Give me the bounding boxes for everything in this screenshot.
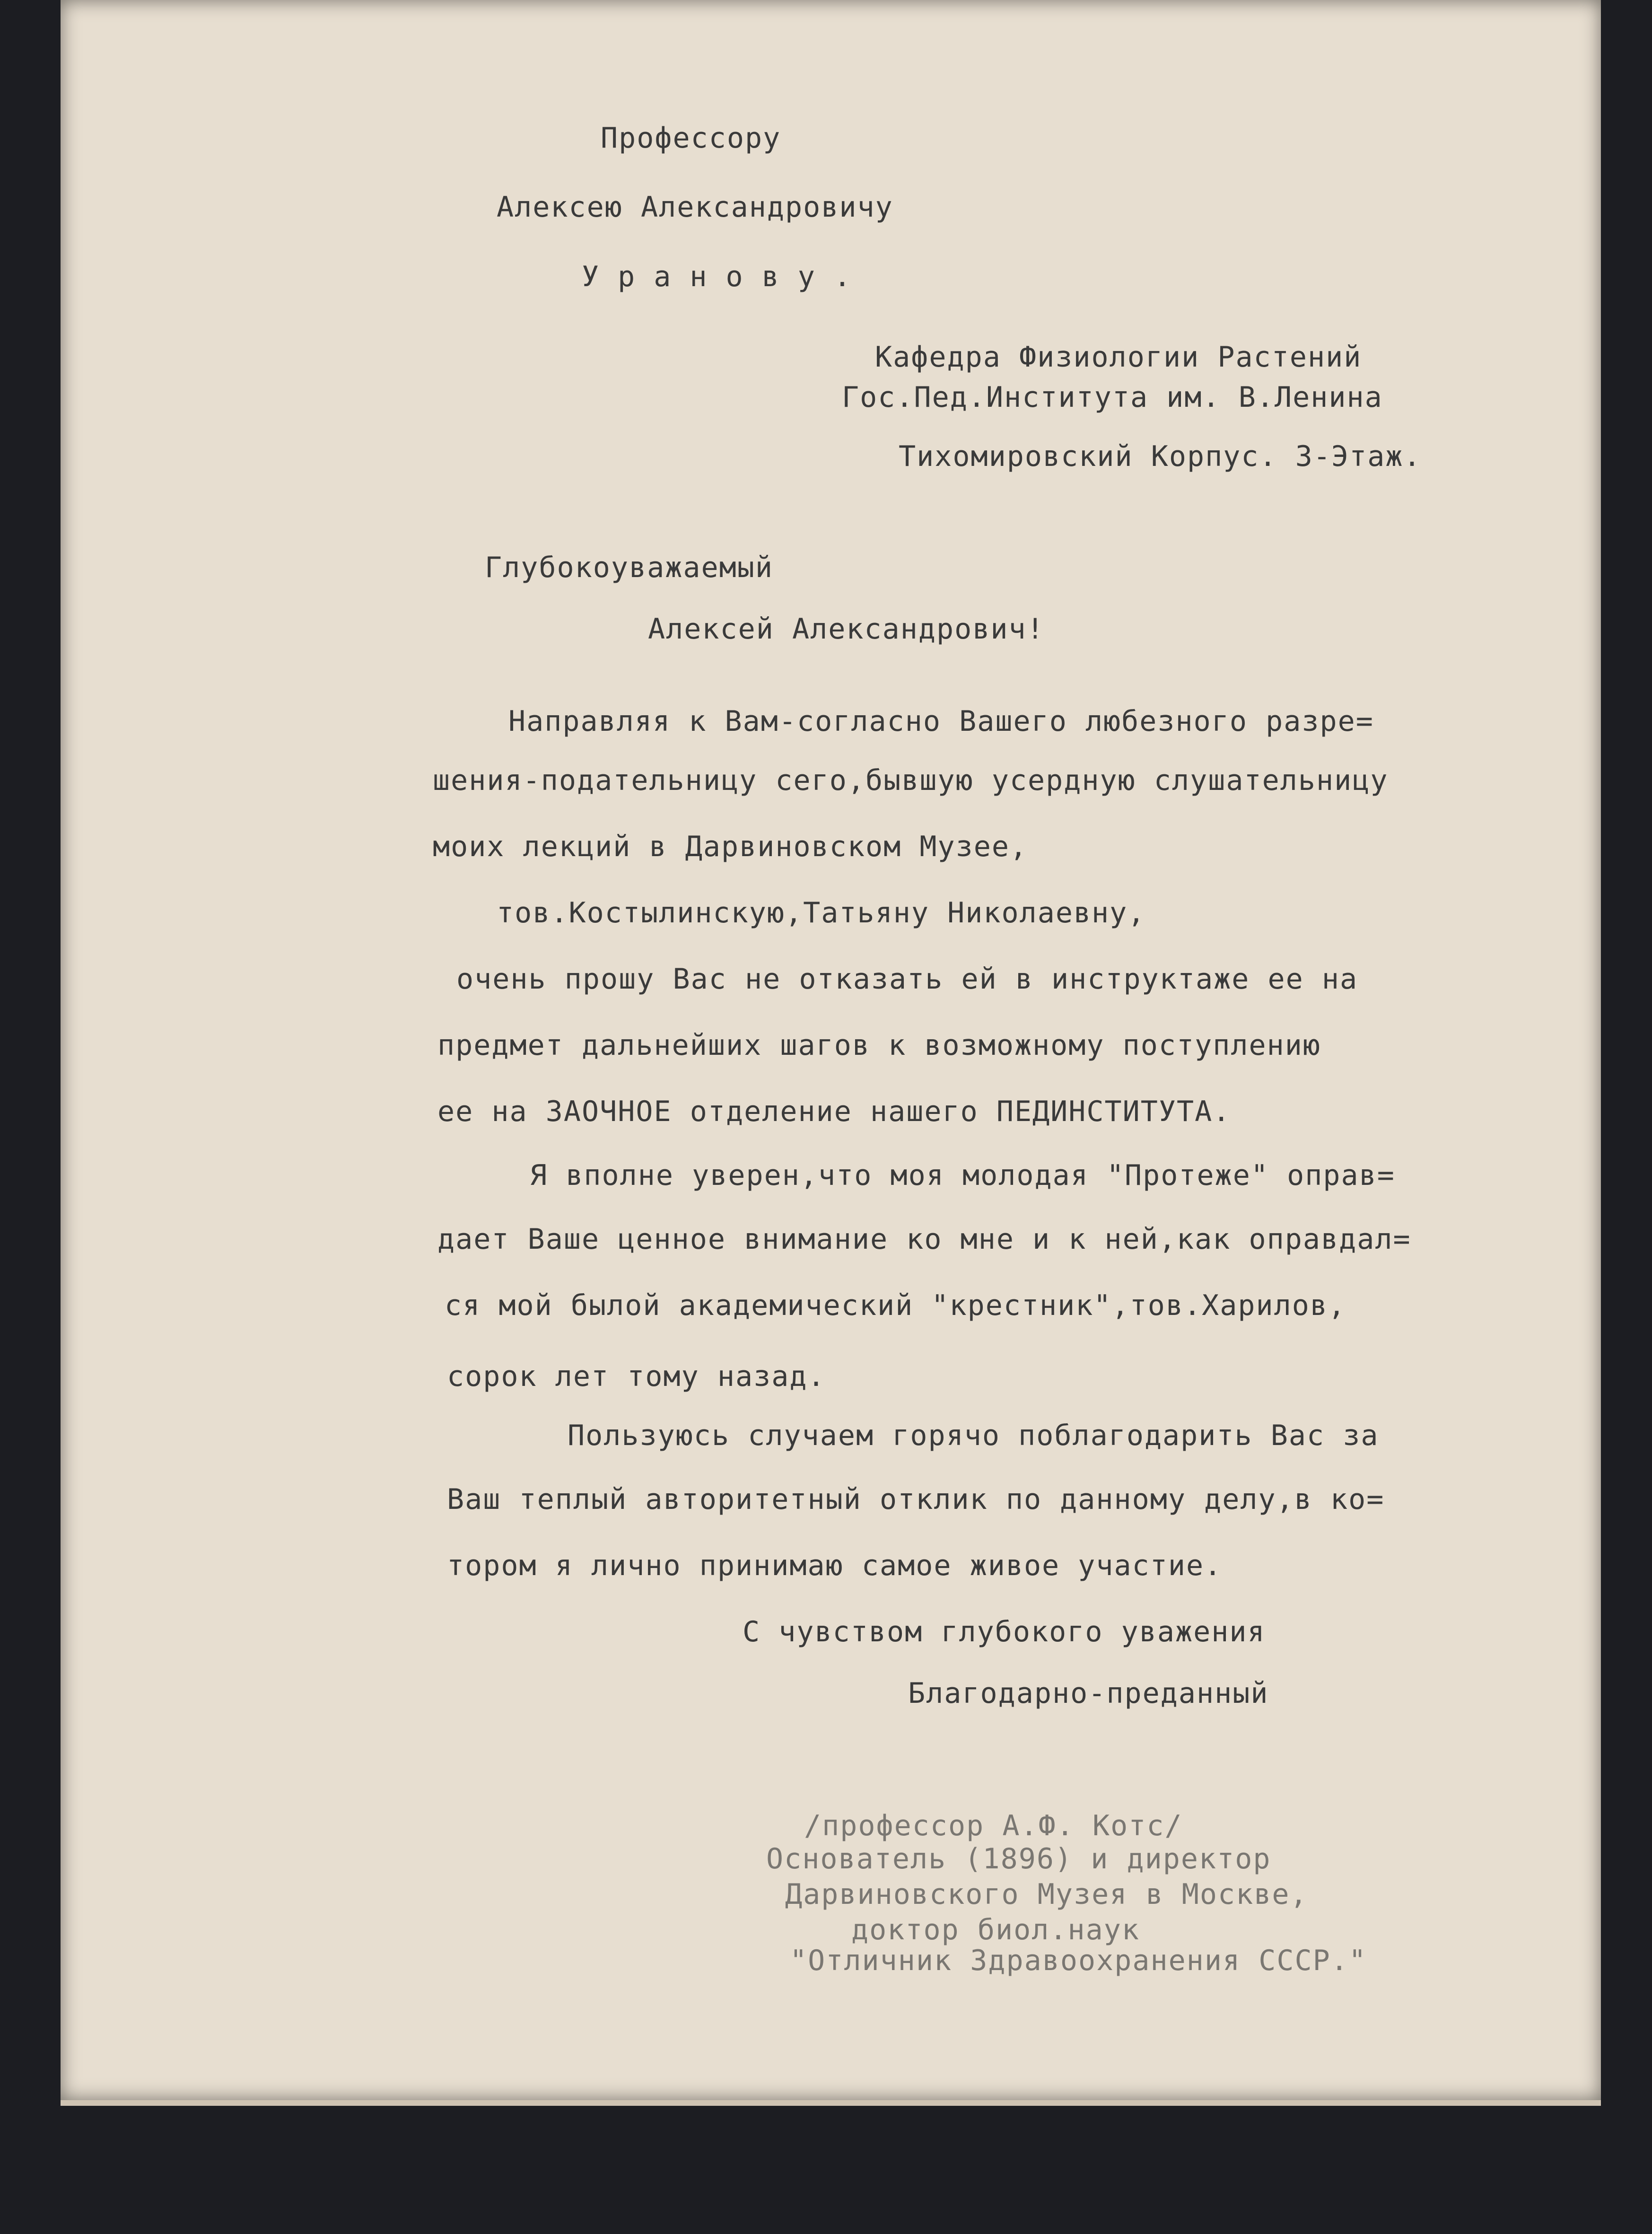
body-line: ся мой былой академический "крестник",тов.Харилов,: [445, 1289, 1346, 1322]
salutation-line-1: Глубокоуважаемый: [485, 551, 773, 584]
addressee-line-2: Алексею Александровичу: [497, 191, 893, 224]
closing-line-2: Благодарно-преданный: [908, 1677, 1269, 1710]
salutation-line-2: Алексей Александрович!: [648, 613, 1045, 646]
body-line: ее на ЗАОЧНОЕ отделение нашего ПЕДИНСТИТУТА.: [437, 1095, 1231, 1128]
signature-line-4: доктор биол.наук: [851, 1913, 1140, 1946]
body-line: предмет дальнейших шагов к возможному поступлению: [437, 1029, 1321, 1062]
body-line: тов.Костылинскую,Татьяну Николаевну,: [497, 896, 1146, 929]
addressee-line-3: Уранову.: [582, 260, 870, 293]
closing-line-1: С чувством глубокого уважения: [743, 1615, 1266, 1648]
signature-line-1: /профессор А.Ф. Котс/: [804, 1809, 1183, 1842]
body-line: сорок лет тому назад.: [447, 1360, 826, 1393]
signature-line-2: Основатель (1896) и директор: [766, 1842, 1271, 1875]
signature-line-5: "Отличник Здравоохранения СССР.": [790, 1944, 1367, 1977]
body-line: моих лекций в Дарвиновском Музее,: [433, 830, 1028, 863]
body-line: дает Ваше ценное внимание ко мне и к ней,как оправдал=: [437, 1223, 1411, 1256]
body-line: Ваш теплый авторитетный отклик по данному делу,в ко=: [447, 1483, 1385, 1516]
body-line: Направляя к Вам-согласно Вашего любезного разре=: [508, 705, 1374, 738]
body-line: шения-подательницу сего,бывшую усердную слушательницу: [433, 764, 1389, 797]
signature-line-3: Дарвиновского Музея в Москве,: [785, 1878, 1308, 1911]
paper-edge: [61, 2100, 1601, 2106]
address-line-2: Гос.Пед.Института им. В.Ленина: [842, 381, 1383, 414]
address-line-3: Тихомировский Корпус. 3-Этаж.: [899, 440, 1422, 473]
body-line: очень прошу Вас не отказать ей в инструктаже ее на: [456, 963, 1358, 996]
addressee-line-1: Профессору: [601, 122, 781, 155]
body-line: Я вполне уверен,что моя молодая "Протеже" оправ=: [530, 1159, 1395, 1192]
body-line: Пользуюсь случаем горячо поблагодарить Вас за: [568, 1419, 1379, 1452]
address-line-1: Кафедра Физиологии Растений: [875, 341, 1362, 374]
body-line: тором я лично принимаю самое живое участие.: [447, 1549, 1223, 1582]
